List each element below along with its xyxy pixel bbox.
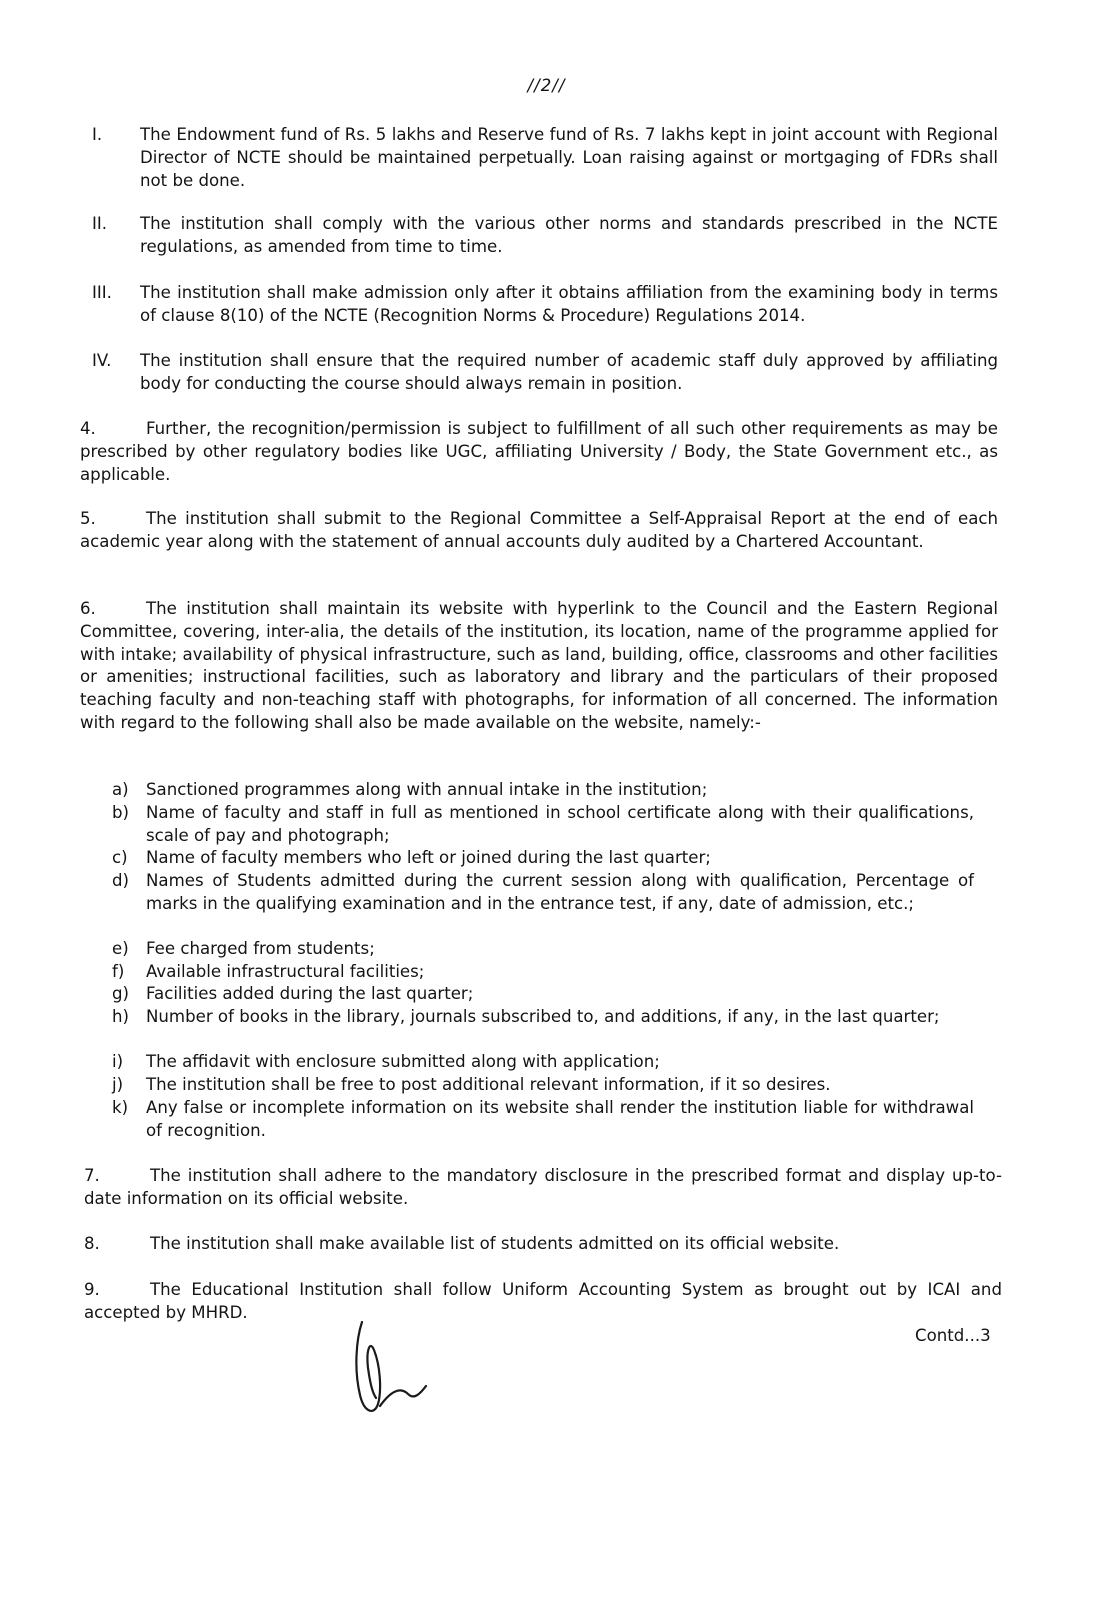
condition-number: II. bbox=[92, 214, 108, 233]
continued-note: Contd...3 bbox=[915, 1326, 991, 1345]
list-letter: d) bbox=[112, 871, 130, 890]
list-item: Sanctioned programmes along with annual intake in the institution; bbox=[146, 780, 708, 799]
list-item: The institution shall be free to post additional relevant information, if it so desires. bbox=[146, 1075, 831, 1094]
paragraph-number: 5. bbox=[80, 509, 96, 528]
list-item: Available infrastructural facilities; bbox=[146, 962, 425, 981]
condition-text: The institution shall ensure that the required number of academic staff duly approved by affiliating body for conducting the course should always remain in position. bbox=[140, 351, 998, 393]
list-item: The affidavit with enclosure submitted along with application; bbox=[146, 1052, 660, 1071]
condition-text: The institution shall comply with the various other norms and standards prescribed in the NCTE regulations, as amended from time to time. bbox=[140, 214, 998, 256]
condition-text: The Endowment fund of Rs. 5 lakhs and Reserve fund of Rs. 7 lakhs kept in joint account with Regional Director of NCTE should be maintained perpetually. Loan raising against or mortgaging of FDRs shall not be done. bbox=[140, 125, 998, 190]
list-letter: e) bbox=[112, 939, 129, 958]
list-letter: h) bbox=[112, 1007, 129, 1026]
list-letter: g) bbox=[112, 984, 130, 1003]
list-item: Number of books in the library, journals subscribed to, and additions, if any, in the last quarter; bbox=[146, 1007, 940, 1026]
paragraph-text: The institution shall submit to the Regional Committee a Self-Appraisal Report at the end of each academic year along with the statement of annual accounts duly audited by a Chartered Accountant. bbox=[80, 509, 998, 551]
paragraph-text: The Educational Institution shall follow Uniform Accounting System as brought out by ICAI and accepted by MHRD. bbox=[84, 1280, 1002, 1322]
paragraph-number: 9. bbox=[84, 1280, 100, 1299]
list-letter: k) bbox=[112, 1098, 129, 1117]
list-item: Name of faculty and staff in full as mentioned in school certificate along with their qualifications, scale of pay and photograph; bbox=[146, 803, 974, 845]
list-letter: f) bbox=[112, 962, 125, 981]
paragraph-text: The institution shall adhere to the mandatory disclosure in the prescribed format and display up-to-date information on its official website. bbox=[84, 1166, 1002, 1208]
handwritten-signature bbox=[350, 1320, 440, 1420]
paragraph-number: 8. bbox=[84, 1234, 100, 1253]
list-letter: a) bbox=[112, 780, 129, 799]
condition-number: I. bbox=[92, 125, 103, 144]
list-letter: c) bbox=[112, 848, 128, 867]
paragraph-text: The institution shall make available list of students admitted on its official website. bbox=[150, 1234, 840, 1253]
paragraph-number: 6. bbox=[80, 599, 96, 618]
paragraph-4 bbox=[80, 418, 998, 486]
condition-number: IV. bbox=[92, 351, 112, 370]
condition-text: The institution shall make admission only after it obtains affiliation from the examining body in terms of clause 8(10) of the NCTE (Recognition Norms & Procedure) Regulations 2014. bbox=[140, 283, 998, 325]
paragraph-number: 4. bbox=[80, 419, 96, 438]
paragraph-text: Further, the recognition/permission is subject to fulfillment of all such other requirements as may be prescribed by other regulatory bodies like UGC, affiliating University / Body, the State Government etc., as applicable. bbox=[80, 419, 998, 484]
list-item: Any false or incomplete information on its website shall render the institution liable for withdrawal of recognition. bbox=[146, 1098, 974, 1140]
page-number: //2// bbox=[527, 76, 566, 95]
list-letter: i) bbox=[112, 1052, 124, 1071]
condition-number: III. bbox=[92, 283, 112, 302]
list-letter: b) bbox=[112, 803, 130, 822]
paragraph-6 bbox=[80, 598, 998, 735]
paragraph-9 bbox=[84, 1279, 1002, 1325]
list-item: Name of faculty members who left or joined during the last quarter; bbox=[146, 848, 711, 867]
list-item: Facilities added during the last quarter; bbox=[146, 984, 474, 1003]
list-letter: j) bbox=[112, 1075, 124, 1094]
paragraph-7 bbox=[84, 1165, 1002, 1211]
list-item: Fee charged from students; bbox=[146, 939, 375, 958]
paragraph-5 bbox=[80, 508, 998, 554]
paragraph-8 bbox=[84, 1233, 1002, 1256]
paragraph-number: 7. bbox=[84, 1166, 100, 1185]
list-item: Names of Students admitted during the current session along with qualification, Percentage of marks in the qualifying examination and in the entrance test, if any, date of admission, etc.; bbox=[146, 871, 974, 913]
paragraph-text: The institution shall maintain its website with hyperlink to the Council and the Eastern Regional Committee, covering, inter-alia, the details of the institution, its location, name of the programme applied for with intake; availability of physical infrastructure, such as land, building, office, classrooms and other facilities or amenities; instructional facilities, such as laboratory and library and the particulars of their proposed teaching faculty and non-teaching staff with photographs, for information of all concerned. The information with regard to the following shall also be made available on the website, namely:- bbox=[80, 599, 998, 732]
